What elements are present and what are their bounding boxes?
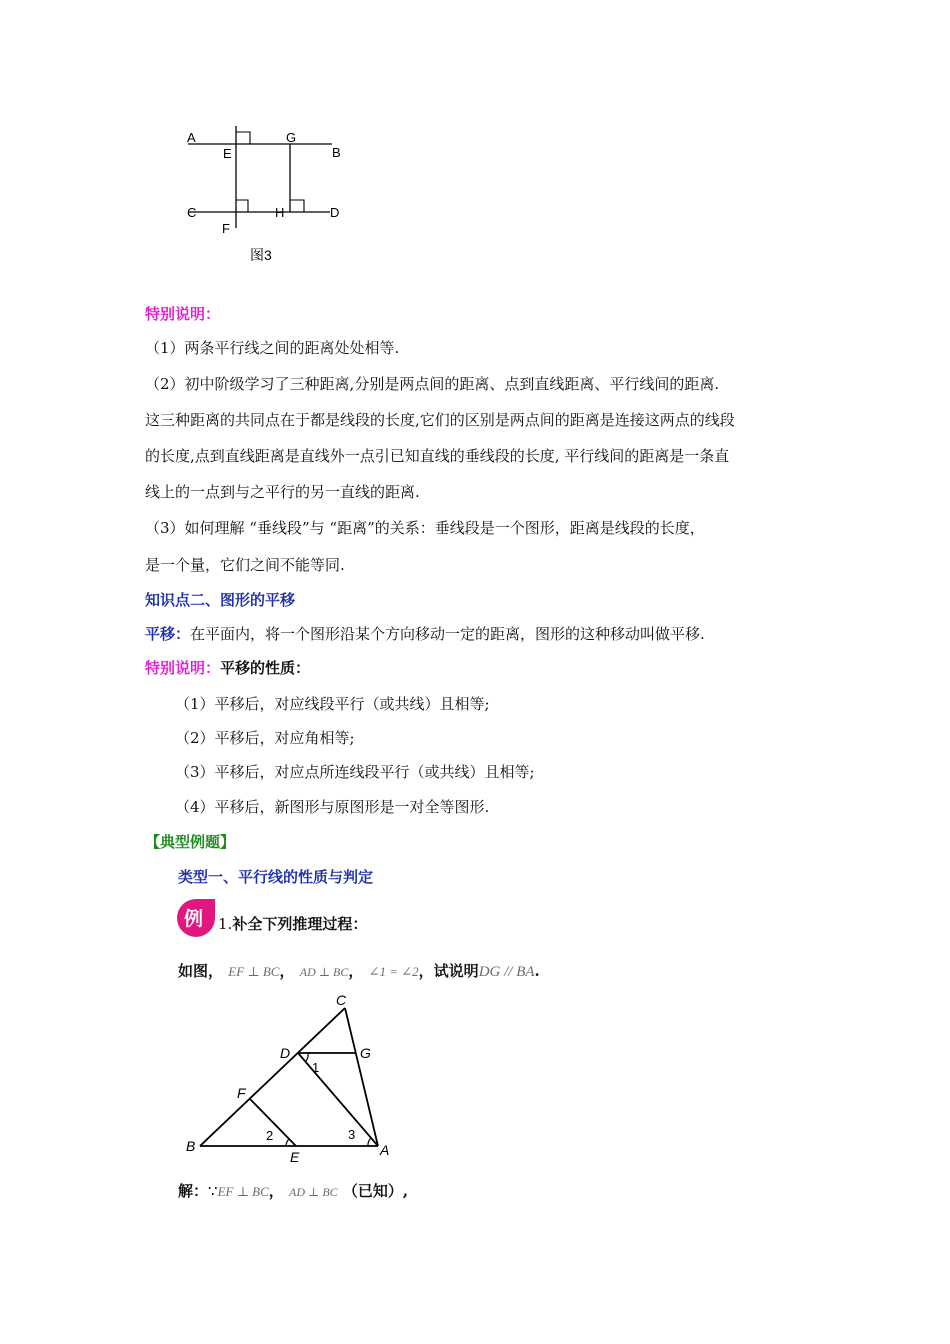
given-dg-parallel-ba: DG // BA [478,964,535,980]
figure-3 [180,120,350,270]
given-sep: ， [348,962,364,980]
label-d: D [330,205,340,220]
property-item: （4）平移后，新图形与原图形是一对全等图形. [175,798,490,816]
because-symbol: ∵ [208,1182,218,1200]
label-e: E [223,146,232,161]
note1-item: 是一个量，它们之间不能等同. [145,556,345,574]
label-f: F [237,1085,246,1101]
note2-title: 特别说明： [145,659,221,677]
example-badge [175,897,217,939]
label-b: B [186,1138,196,1154]
note1-item: （3）如何理解 “垂线段”与 “距离”的关系：垂线段是一个图形，距离是线段的长度， [145,519,705,537]
label-g: G [286,130,297,145]
solution-reason: （已知）, [342,1182,409,1200]
angle-3-arc [368,1138,371,1146]
label-c: C [336,992,347,1008]
angle-1-arc [305,1053,308,1062]
right-angle-e [236,132,250,144]
note1-item: 线上的一点到与之平行的另一直线的距离. [145,483,420,501]
figure-caption: 图3 [250,247,272,263]
solution-ef-perp-bc: EF ⊥ BC [217,1184,269,1199]
problem-number: 1. [218,915,233,933]
triangle-figure [180,990,410,1170]
section2-heading: 知识点二、图形的平移 [145,591,296,609]
right-angle-h [290,200,304,212]
label-a: A [380,1142,390,1158]
given-ef-perp-bc: EF ⊥ BC [228,964,280,979]
note1-item: 的长度,点到直线距离是直线外一点引已知直线的垂线段的长度, 平行线间的距离是一条直 [145,447,730,465]
badge-label: 例 [184,909,204,930]
translation-definition [145,624,705,644]
angle-2-arc [286,1139,289,1146]
problem-given [178,961,540,982]
given-sep: ，试说明 [418,962,479,980]
property-item: （1）平移后，对应线段平行（或共线）且相等; [175,695,490,713]
note1-item: （1）两条平行线之间的距离处处相等. [145,339,400,357]
side-bc [200,1008,345,1146]
given-angles: ∠1 = ∠2 [368,964,419,979]
label-g: G [360,1045,371,1061]
label-3: 3 [348,1127,356,1142]
definition-text: 在平面内，将一个图形沿某个方向移动一定的距离，图形的这种移动叫做平移. [190,625,705,643]
label-1: 1 [312,1060,320,1075]
solution-prefix: 解： [178,1182,209,1200]
given-end: . [534,962,540,980]
section2-note [145,658,310,678]
given-ad-perp-bc: AD ⊥ BC [299,965,349,979]
label-h: H [275,205,285,220]
label-f: F [222,221,230,236]
note1-item: 这三种距离的共同点在于都是线段的长度,它们的区别是两点间的距离是连接这两点的线段 [145,411,735,429]
label-a: A [187,130,196,145]
note1-title: 特别说明： [145,305,221,323]
solution-sep: ， [268,1182,284,1200]
label-d: D [280,1045,291,1061]
label-b: B [332,145,341,160]
given-prefix: 如图， [178,962,224,980]
property-item: （3）平移后，对应点所连线段平行（或共线）且相等; [175,763,535,781]
examples-heading: 【典型例题】 [145,833,236,851]
type1-heading: 类型一、平行线的性质与判定 [178,868,374,886]
note2-subtitle: 平移的性质： [220,659,311,677]
property-item: （2）平移后，对应角相等; [175,729,355,747]
problem-title-text: 补全下列推理过程： [232,915,368,933]
solution-ad-perp-bc: AD ⊥ BC [289,1185,338,1199]
label-2: 2 [266,1128,274,1143]
definition-term: 平移： [145,625,191,643]
problem-title [218,914,367,934]
solution-line [178,1181,408,1202]
note1-item: （2）初中阶级学习了三种距离,分别是两点间的距离、点到直线距离、平行线间的距离. [145,375,720,393]
right-angle-f [236,200,248,212]
given-sep: ， [279,962,295,980]
side-ca [345,1008,378,1146]
label-e: E [290,1149,300,1165]
label-c: C [187,205,197,220]
